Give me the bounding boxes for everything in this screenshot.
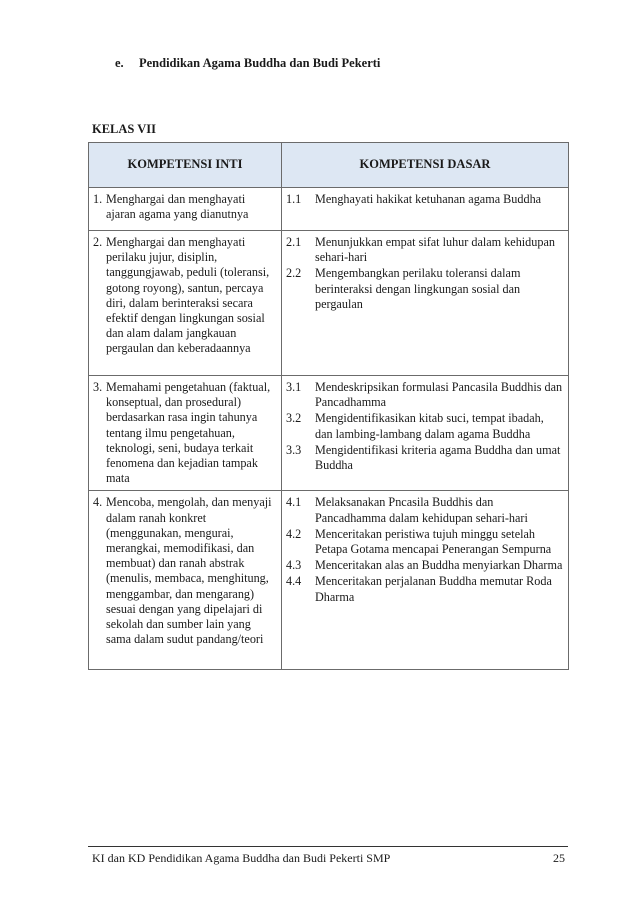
kd-number: 1.1 (286, 192, 302, 206)
kd-item (286, 495, 564, 525)
ki-text: Menghargai dan menghayati perilaku jujur, disiplin, tanggungjawab, peduli (toleransi, gotong royong), santun, percaya diri, dalam berinteraksi secara efektif dengan lingkungan sosial dan alam dalam jangkauan pergaulan dan keberadaannya (106, 235, 270, 356)
table-row (89, 376, 569, 491)
ki-text: Mencoba, mengolah, dan menyaji dalam ranah konkret (menggunakan, mengurai, merangkai, memodifikasi, dan membuat) dan ranah abstrak (menulis, membaca, menghitung, menggambar, dan mengarang) sesuai dengan yang dipelajari di sekolah dan sumber lain yang sama dalam sudut pandang/teori (106, 495, 272, 647)
kd-item (286, 235, 564, 265)
section-letter: e. (115, 56, 124, 70)
kd-number: 3.2 (286, 411, 302, 426)
kd-text: Melaksanakan Pncasila Buddhis dan Pancadhamma dalam kehidupan sehari-hari (315, 495, 528, 525)
kd-text: Mengembangkan perilaku toleransi dalam berinteraksi dengan lingkungan sosial dan pergaulan (315, 266, 521, 311)
ki-number: 1. (93, 192, 103, 206)
kd-text: Mendeskripsikan formulasi Pancasila Buddhis dan Pancadhamma (315, 380, 563, 410)
kelas-heading: KELAS VII (92, 122, 157, 136)
kd-number: 4.2 (286, 526, 302, 541)
competency-table (88, 142, 569, 670)
ki-text: Memahami pengetahuan (faktual, konseptual, dan prosedural) berdasarkan rasa ingin tahunya tentang ilmu pengetahuan, teknologi, seni, budaya terkait fenomena dan kejadian tampak mata (106, 380, 271, 486)
section-heading (115, 56, 380, 71)
page-number: 25 (553, 851, 565, 865)
kd-number: 2.1 (286, 235, 302, 249)
kd-number: 4.1 (286, 495, 302, 510)
ki-text: Menghargai dan menghayati ajaran agama yang dianutnya (106, 192, 249, 222)
section-title: Pendidikan Agama Buddha dan Budi Pekerti (139, 56, 381, 70)
kd-item (286, 192, 564, 207)
ki-cell (89, 231, 282, 376)
kd-text: Menunjukkan empat sifat luhur dalam kehidupan sehari-hari (315, 235, 555, 265)
kd-number: 3.3 (286, 442, 302, 457)
kd-item (286, 443, 564, 473)
kd-text: Menceritakan perjalanan Buddha memutar Roda Dharma (315, 574, 552, 604)
kd-text: Menceritakan alas an Buddha menyiarkan Dharma (315, 558, 563, 573)
kd-text: Mengidentifikasikan kitab suci, tempat ibadah, dan lambing-lambang dalam agama Buddha (315, 411, 544, 441)
kd-text: Menceritakan peristiwa tujuh minggu setelah Petapa Gotama mencapai Penerangan Sempurna (315, 526, 552, 557)
table-row (89, 188, 569, 231)
header-kompetensi-dasar: KOMPETENSI DASAR (282, 143, 569, 188)
ki-cell (89, 376, 282, 491)
kd-number: 2.2 (286, 266, 302, 281)
ki-number: 3. (93, 380, 103, 394)
kd-item (286, 411, 564, 441)
kd-cell (282, 231, 569, 376)
kd-item (286, 380, 564, 410)
ki-cell (89, 491, 282, 670)
ki-number: 4. (93, 495, 103, 510)
kd-cell (282, 376, 569, 491)
footer-text: KI dan KD Pendidikan Agama Buddha dan Budi Pekerti SMP (92, 851, 391, 865)
kd-text: Menghayati hakikat ketuhanan agama Buddha (315, 192, 542, 206)
kd-cell (282, 188, 569, 231)
table-row (89, 231, 569, 376)
footer-divider (88, 846, 568, 847)
kd-cell (282, 491, 569, 670)
kd-item (286, 527, 564, 557)
header-kompetensi-inti: KOMPETENSI INTI (89, 143, 282, 188)
kd-text: Mengidentifikasi kriteria agama Buddha dan umat Buddha (315, 442, 561, 473)
ki-number: 2. (93, 235, 103, 249)
kd-number: 4.4 (286, 574, 302, 589)
ki-cell (89, 188, 282, 231)
table-row (89, 491, 569, 670)
kd-item (286, 558, 564, 573)
kd-item (286, 574, 564, 604)
kd-number: 4.3 (286, 558, 302, 573)
kd-number: 3.1 (286, 380, 302, 394)
kd-item (286, 266, 564, 312)
table-header-row (89, 143, 569, 188)
